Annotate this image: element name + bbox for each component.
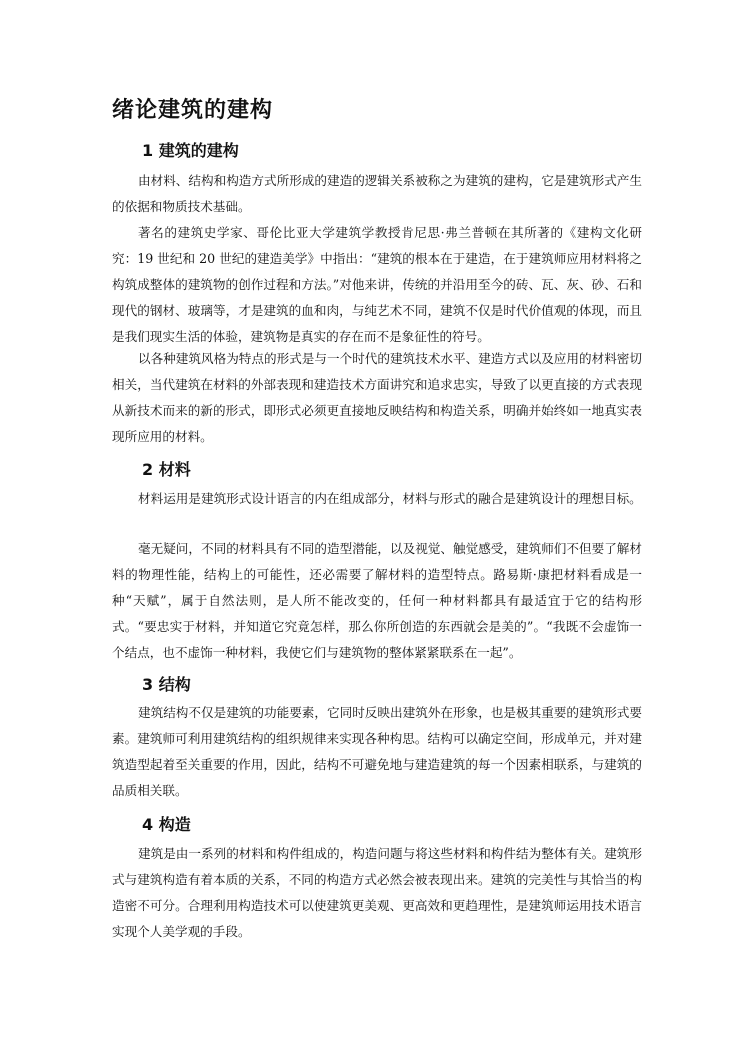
section-heading-1: 1 建筑的建构 xyxy=(142,141,239,160)
section-heading-4: 4 构造 xyxy=(142,815,191,834)
paragraph: 毫无疑问，不同的材料具有不同的造型潜能，以及视觉、触觉感受，建筑师们不但要了解材料的物理性能，结构上的可能性，还必需要了解材料的造型特点。路易斯·康把材料看成是一种“天赋”，属于自然法则，是人所不能改变的，任何一种材料都具有最适宜于它的结构形式。“要忠实于材料，并知道它究竟怎样，那么你所创造的东西就会是美的”。“我既不会虚饰一个结点，也不虚饰一种材料，我使它们与建筑物的整体紧紧联系在一起”。 xyxy=(112,541,642,660)
section-heading-2: 2 材料 xyxy=(142,460,191,479)
paragraph: 建筑结构不仅是建筑的功能要素，它同时反映出建筑外在形象，也是极其重要的建筑形式要素。建筑师可利用建筑结构的组织规律来实现各种构思。结构可以确定空间，形成单元，并对建筑造型起着至关重要的作用，因此，结构不可避免地与建造建筑的每一个因素相联系，与建筑的品质相关联。 xyxy=(112,705,642,798)
page-title: 绪论建筑的建构 xyxy=(112,98,274,123)
paragraph: 著名的建筑史学家、哥伦比亚大学建筑学教授肯尼思·弗兰普顿在其所著的《建构文化研究：19 世纪和 20 世纪的建造美学》中指出：“建筑的根本在于建造，在于建筑师应用材料将之构筑成整体的建筑物的创作过程和方法。”对他来讲，传统的并沿用至今的砖、瓦、灰、砂、石和现代的钢材、玻璃等，才是建筑的血和肉，与纯艺术不同，建筑不仅是时代价值观的体现，而且是我们现实生活的体验，建筑物是真实的存在而不是象征性的符号。 xyxy=(112,225,642,344)
paragraph: 由材料、结构和构造方式所形成的建造的逻辑关系被称之为建筑的建构，它是建筑形式产生的依据和物质技术基础。 xyxy=(112,173,642,214)
section-heading-3: 3 结构 xyxy=(142,675,191,694)
paragraph: 建筑是由一系列的材料和构件组成的，构造问题与将这些材料和构件结为整体有关。建筑形式与建筑构造有着本质的关系，不同的构造方式必然会被表现出来。建筑的完美性与其恰当的构造密不可分。合理利用构造技术可以使建筑更美观、更高效和更趋理性，是建筑师运用技术语言实现个人美学观的手段。 xyxy=(112,846,642,939)
paragraph: 材料运用是建筑形式设计语言的内在组成部分，材料与形式的融合是建筑设计的理想目标。 xyxy=(138,491,642,506)
paragraph: 以各种建筑风格为特点的形式是与一个时代的建筑技术水平、建造方式以及应用的材料密切相关，当代建筑在材料的外部表现和建造技术方面讲究和追求忠实，导致了以更直接的方式表现从新技术而来的新的形式，即形式必须更直接地反映结构和构造关系，明确并始终如一地真实表现所应用的材料。 xyxy=(112,351,642,444)
